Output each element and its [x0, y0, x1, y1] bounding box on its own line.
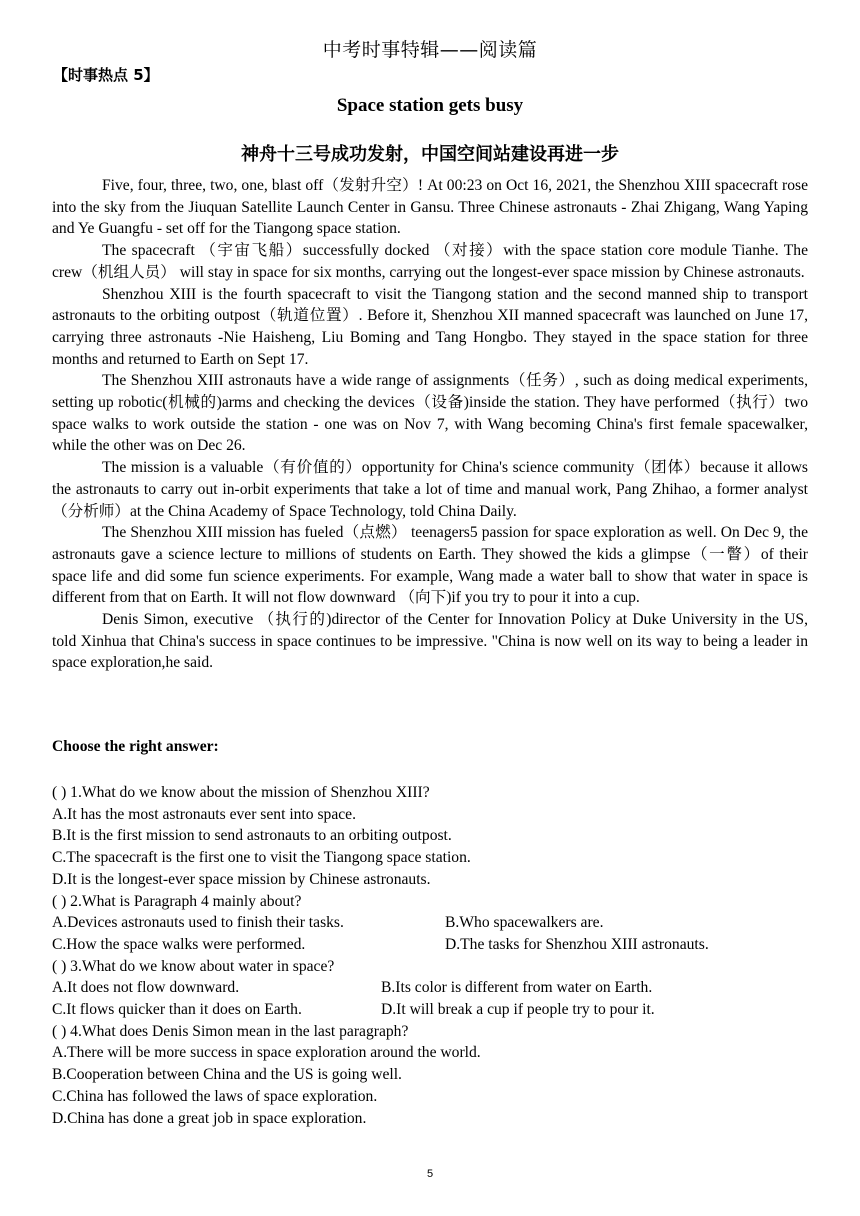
paragraph: Denis Simon, executive （执行的)director of the Center for Innovation Policy at Duke University in the US, told Xinhua that China's success in space continues to be impressive. "China is now well on its way to being a leader in space exploration,he said.	[52, 611, 808, 672]
answer-option: A.There will be more success in space exploration around the world.	[52, 1044, 481, 1062]
answer-option: B.Who spacewalkers are.	[445, 914, 604, 932]
paragraph: The Shenzhou XIII mission has fueled（点燃） teenagers5 passion for space exploration as well. On Dec 9, the astronauts gave a science lecture to millions of students on Earth. They showed the kids a glimpse（一瞥）of their space life and did some fun science experiments. For example, Wang made a water ball to show that water in space is different from that on Earth. It will not flow downward （向下)if you try to pour it into a cup.	[52, 524, 808, 607]
article-title-chinese: 神舟十三号成功发射，中国空间站建设再进一步	[241, 144, 619, 165]
answer-option: B.It is the first mission to send astronauts to an orbiting outpost.	[52, 827, 452, 845]
answer-option: D.China has done a great job in space exploration.	[52, 1109, 367, 1127]
question-list	[52, 782, 808, 1129]
option-row	[52, 977, 808, 999]
answer-option: D.It is the longest-ever space mission by Chinese astronauts.	[52, 870, 431, 888]
article-body	[52, 175, 808, 674]
paragraph: The Shenzhou XIII astronauts have a wide range of assignments（任务）, such as doing medical experiments, setting up robotic(机械的)arms and checking the devices（设备)inside the station. They have performed（执行）two space walks to work outside the station - one was on Nov 7, with Wang becoming China's first female spacewalker, while the other was on Dec 26.	[52, 372, 808, 455]
paragraph: The mission is a valuable（有价值的）opportunity for China's science community（团体）because it allows the astronauts to carry out in-orbit experiments that take a lot of time and manual work, Pang Zhihao, a former analyst（分析师）at the China Academy of Space Technology, told China Daily.	[52, 459, 808, 520]
answer-option: C.It flows quicker than it does on Earth.	[52, 1001, 302, 1019]
section-heading: Choose the right answer:	[52, 738, 219, 755]
answer-option: A.Devices astronauts used to finish their tasks.	[52, 914, 344, 932]
topic-tag: 【时事热点 5】	[53, 66, 159, 84]
page-header: 中考时事特辑——阅读篇	[322, 39, 538, 61]
article-title-english: Space station gets busy	[336, 95, 524, 116]
answer-option: C.China has followed the laws of space exploration.	[52, 1087, 378, 1105]
page-number: 5	[426, 1168, 434, 1180]
answer-option: B.Cooperation between China and the US is going well.	[52, 1066, 402, 1084]
paragraph: The spacecraft （宇宙飞船）successfully docked （对接）with the space station core module Tianhe. The crew（机组人员） will stay in space for six months, carrying out the longest-ever space mission by Chinese astronauts.	[52, 242, 808, 281]
question-stem: ( ) 2.What is Paragraph 4 mainly about?	[52, 892, 302, 910]
question-stem: ( ) 3.What do we know about water in space?	[52, 957, 335, 975]
option-row	[52, 999, 808, 1021]
paragraph: Shenzhou XIII is the fourth spacecraft to visit the Tiangong station and the second manned ship to transport astronauts to the orbiting outpost（轨道位置）. Before it, Shenzhou XII manned spacecraft was launched on June 17, carrying three astronauts -Nie Haisheng, Liu Boming and Tang Hongbo. They stayed in the space station for three months and returned to Earth on Sept 17.	[52, 285, 808, 368]
option-row	[52, 912, 808, 934]
answer-option: A.It has the most astronauts ever sent into space.	[52, 805, 357, 823]
answer-option: D.It will break a cup if people try to pour it.	[381, 1001, 655, 1019]
answer-option: A.It does not flow downward.	[52, 979, 240, 997]
answer-option: C.The spacecraft is the first one to visit the Tiangong space station.	[52, 849, 471, 867]
answer-option: D.The tasks for Shenzhou XIII astronauts.	[445, 935, 709, 953]
option-row	[52, 934, 808, 956]
paragraph: Five, four, three, two, one, blast off（发射升空）! At 00:23 on Oct 16, 2021, the Shenzhou XIII spacecraft rose into the sky from the Jiuquan Satellite Launch Center in Gansu. Three Chinese astronauts - Zhai Zhigang, Wang Yaping and Ye Guangfu - set off for the Tiangong space station.	[52, 177, 808, 238]
answer-option: B.Its color is different from water on Earth.	[381, 979, 653, 997]
question-stem: ( ) 1.What do we know about the mission of Shenzhou XIII?	[52, 784, 430, 801]
question-stem: ( ) 4.What does Denis Simon mean in the last paragraph?	[52, 1022, 409, 1040]
answer-option: C.How the space walks were performed.	[52, 935, 306, 953]
